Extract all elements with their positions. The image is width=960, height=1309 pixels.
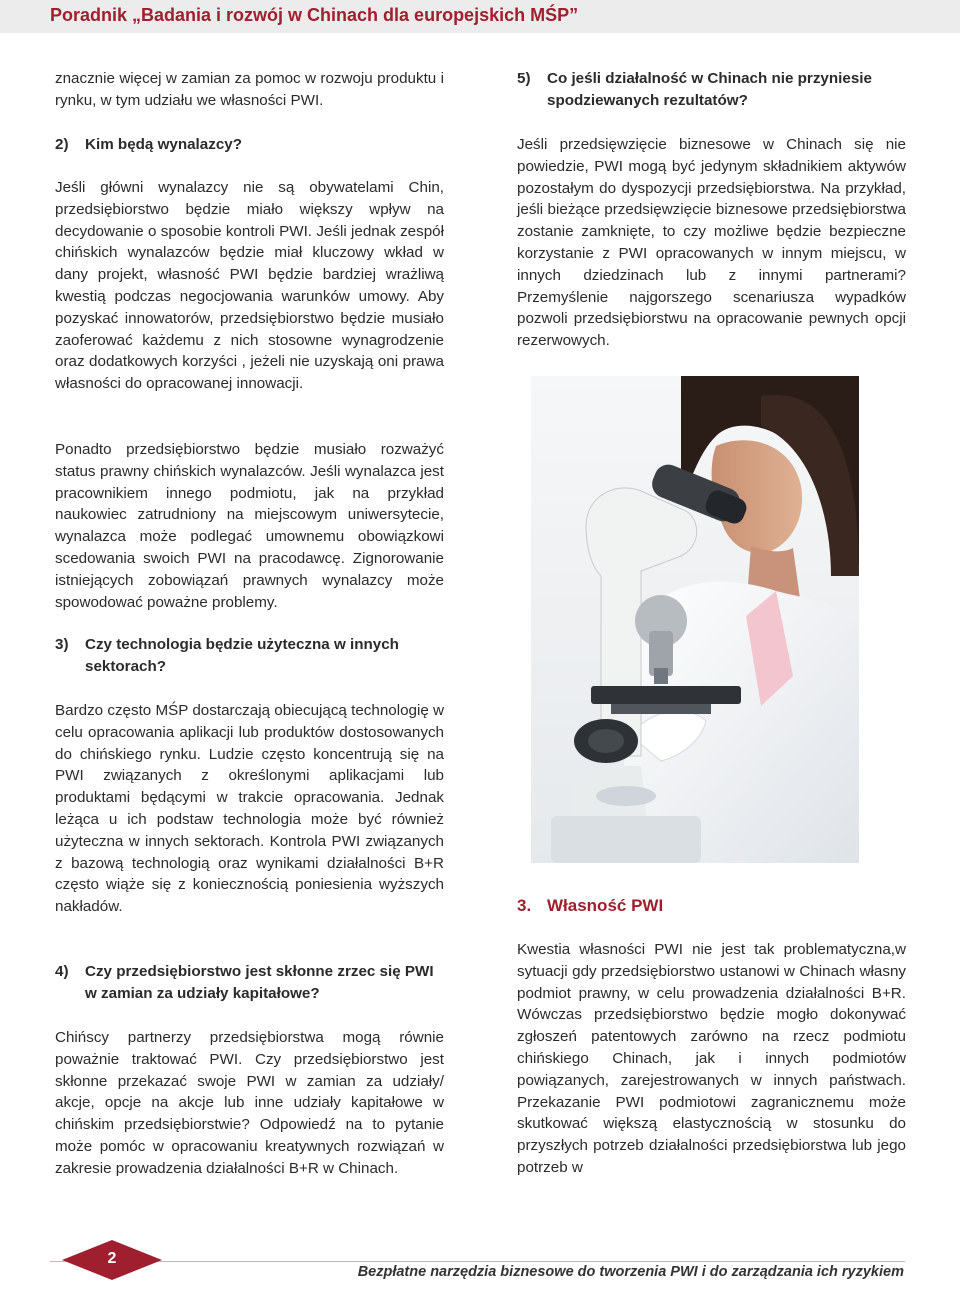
question-3-paragraph-block	[55, 700, 444, 918]
question-5-paragraph: Jeśli przedsięwzięcie biznesowe w Chinach się nie powiedzie, PWI mogą być jedynym składnikiem aktywów pozostałym do dyspozycji przedsiębiorstwa. Na przykład, jeśli bieżące przedsięwzięcie biznesowe przedsiębiorstwa zostanie zamknięte, to czy możliwe będzie bezpieczne korzystanie z PWI opracowanych w innym miejscu, w innych dziedzinach lub z innymi partnerami? Przemyślenie najgorszego scenariusza wypadków pozwoli przedsiębiorstwu na opracowanie pewnych opcji rezerwowych.	[517, 136, 906, 350]
question-3-number: 3)	[55, 636, 69, 653]
question-5-heading	[517, 68, 906, 112]
question-2-number: 2)	[55, 136, 69, 153]
question-5-block	[517, 68, 906, 112]
question-5-number: 5)	[517, 70, 531, 87]
left-intro-text-block	[55, 68, 444, 112]
question-4-title: Czy przedsiębiorstwo jest skłonne zrzec się PWI w zamian za udziały kapitałowe?	[85, 963, 434, 1002]
section-3-paragraph-block	[517, 939, 906, 1179]
question-4-paragraph-block	[55, 1027, 444, 1180]
footer-caption: Bezpłatne narzędzia biznesowe do tworzenia PWI i do zarządzania ich ryzykiem	[357, 1264, 904, 1280]
question-2-paragraph-1-block	[55, 177, 444, 395]
footer-divider	[50, 1261, 905, 1262]
question-2-title: Kim będą wynalazcy?	[85, 136, 242, 153]
question-3-heading	[55, 634, 444, 678]
question-2-heading	[55, 134, 444, 156]
question-3-block	[55, 634, 444, 678]
section-3-number: 3.	[517, 896, 532, 915]
question-5-title: Co jeśli działalność w Chinach nie przyniesie spodziewanych rezultatów?	[547, 70, 872, 109]
question-4-block	[55, 961, 444, 1005]
question-4-number: 4)	[55, 963, 69, 980]
section-3-paragraph: Kwestia własności PWI nie jest tak problematyczna,w sytuacji gdy przedsiębiorstwo ustanowi w Chinach własny podmiot prawny, w celu prowadzenia działalności B+R. Wówczas przedsiębiorstwo będzie mogło dokonywać zgłoszeń patentowych zarówno na rzecz podmiotu chińskiego Chinach, jak i innych podmiotów powiązanych, zarejestrowanych w innych państwach. Przekazanie PWI podmiotowi zagranicznemu może skutkować większą elastycznością w stosunku do przyszłych potrzeb działalności przedsiębiorstwa lub jego potrzeb w	[517, 941, 906, 1176]
scientist-microscope-photo	[531, 376, 859, 863]
question-2-paragraph-2-block	[55, 439, 444, 613]
section-3-title: Własność PWI	[547, 896, 664, 915]
question-2-paragraph-1: Jeśli główni wynalazcy nie są obywatelami Chin, przedsiębiorstwo będzie miało większy wpływ na decydowanie o sposobie kontroli PWI. Jeśli jednak zespół chińskich wynalazców będzie miał kluczowy wkład w dany projekt, własność PWI będzie bardziej wrażliwą kwestią podczas negocjowania warunków umowy. Aby pozyskać innowatorów, przedsiębiorstwo będzie musiało zaoferować każdemu z nich stosowne wynagrodzenie oraz dodatkowych korzyści , jeżeli nie uzyskają oni prawa własności do opracowanej innowacji.	[55, 179, 444, 393]
section-3-heading	[517, 896, 663, 916]
intro-paragraph: znacznie więcej w zamian za pomoc w rozwoju produktu i rynku, w tym udziału we własności PWI.	[55, 70, 444, 109]
question-4-paragraph: Chińscy partnerzy przedsiębiorstwa mogą równie poważnie traktować PWI. Czy przedsiębiorstwo jest skłonne przekazać swoje PWI w zamian za udziały/ akcje, opcje na akcje lub inne udziały kapitałowe w chińskim przedsiębiorstwie? Odpowiedź na to pytanie może pomóc w opracowaniu kreatywnych rozwiązań w zakresie prowadzenia działalności B+R w Chinach.	[55, 1029, 444, 1177]
question-5-paragraph-block	[517, 134, 906, 352]
question-2-paragraph-2: Ponadto przedsiębiorstwo będzie musiało rozważyć status prawny chińskich wynalazców. Jeśli wynalazca jest pracownikiem innego podmiotu, jak na przykład naukowiec zatrudniony na miejscowym uniwersytecie, wynalazca może podlegać umownemu obowiązkowi scedowania swoich PWI na pracodawcę. Zignorowanie istniejących zobowiązań prawnych wynalazcy może spowodować poważne problemy.	[55, 441, 444, 611]
page-number: 2	[107, 1250, 117, 1267]
question-3-paragraph: Bardzo często MŚP dostarczają obiecującą technologię w celu opracowania aplikacji lub produktów dostosowanych do chińskiego rynku. Ludzie często koncentrują się na PWI związanych z określonymi aplikacjami lub produktami będącymi w trakcie opracowania. Jednak leżąca u ich podstaw technologia może być również użyteczna w innych sektorach. Kontrola PWI związanych z bazową technologią oraz wynikami działalności B+R często wiąże się z koniecznością poniesienia wyższych nakładów.	[55, 702, 444, 916]
document-header-title: Poradnik „Badania i rozwój w Chinach dla europejskich MŚP”	[50, 5, 579, 25]
question-3-title: Czy technologia będzie użyteczna w innych sektorach?	[85, 636, 399, 675]
question-4-heading	[55, 961, 444, 1005]
question-2-block	[55, 134, 444, 156]
